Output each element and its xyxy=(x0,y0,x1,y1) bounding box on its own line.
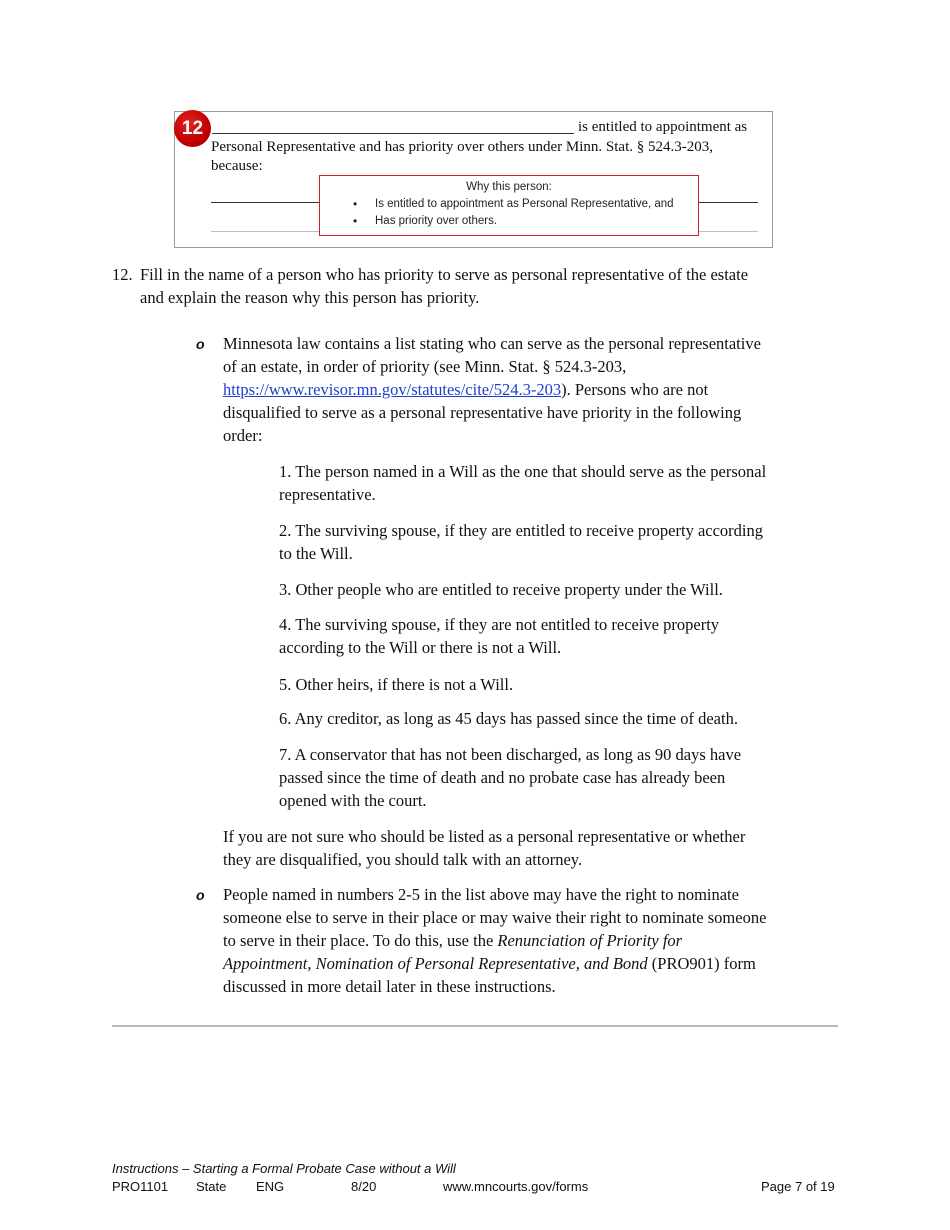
attorney-note-line2: they are disqualified, you should talk with an attorney. xyxy=(223,850,583,869)
footer-language: ENG xyxy=(256,1179,285,1194)
form-line2-text: Personal Representative and has priority over others under Minn. Stat. § 524.3-203, xyxy=(211,139,713,155)
priority-item-7-line3: opened with the court. xyxy=(279,791,427,810)
priority-item-7-line2: passed since the time of death and no probate case has already been xyxy=(279,768,726,787)
form-line1-text: is entitled to appointment as xyxy=(578,119,748,135)
callout-bullet-1: Is entitled to appointment as Personal Representative, and xyxy=(375,198,674,210)
name-blank-line xyxy=(212,133,574,134)
priority-item-4-line1: 4. The surviving spouse, if they are not entitled to receive property xyxy=(279,615,720,634)
footer-form-code: PRO1101 xyxy=(112,1179,169,1194)
footer-jurisdiction: State xyxy=(196,1179,227,1194)
bullet1-line3 xyxy=(223,378,708,401)
bullet2-line4 xyxy=(223,952,756,975)
priority-item-2-line2: to the Will. xyxy=(279,544,353,563)
priority-item-2-line1: 2. The surviving spouse, if they are entitled to receive property according xyxy=(279,521,763,540)
item-text-line1: Fill in the name of a person who has priority to serve as personal representative of the estate xyxy=(140,265,749,284)
attorney-note-line1: If you are not sure who should be listed as a personal representative or whether xyxy=(223,827,746,846)
bullet2-line3-prefix: to serve in their place. To do this, use the xyxy=(223,931,498,950)
bullet1-line3-suffix: ). Persons who are not xyxy=(561,380,709,399)
form-line3-text: because: xyxy=(211,158,263,174)
priority-item-5: 5. Other heirs, if there is not a Will. xyxy=(279,675,514,694)
footer-website: www.mncourts.gov/forms xyxy=(443,1179,589,1194)
bullet1-line1: Minnesota law contains a list stating who can serve as the personal representative xyxy=(223,334,761,353)
footer-page-number: Page 7 of 19 xyxy=(761,1179,835,1194)
reason-blank-line-right xyxy=(699,202,758,203)
bullet1-line2: of an estate, in order of priority (see Minn. Stat. § 524.3-203, xyxy=(223,357,627,376)
why-this-person-callout xyxy=(319,175,699,236)
section-divider xyxy=(112,1025,838,1027)
bullet2-line5: discussed in more detail later in these instructions. xyxy=(223,977,556,996)
reason-blank-line-left xyxy=(211,202,319,203)
bullet2-line1: People named in numbers 2-5 in the list above may have the right to nominate xyxy=(223,885,739,904)
hollow-bullet-icon: o xyxy=(196,887,205,903)
item-text-line2: and explain the reason why this person has priority. xyxy=(140,288,480,307)
bullet-dot-icon: • xyxy=(353,197,358,211)
priority-item-1-line2: representative. xyxy=(279,485,376,504)
bullet1-line4: disqualified to serve as a personal representative have priority in the following xyxy=(223,403,742,422)
bullet2-line3 xyxy=(223,929,682,952)
bullet1-line5: order: xyxy=(223,426,263,445)
hollow-bullet-icon: o xyxy=(196,336,205,352)
footer-revision: 8/20 xyxy=(351,1179,377,1194)
form-title-italic-part2: Appointment, Nomination of Personal Representative, and Bond xyxy=(223,954,648,973)
bullet2-line4-suffix: (PRO901) form xyxy=(647,954,756,973)
priority-item-1-line1: 1. The person named in a Will as the one that should serve as the personal xyxy=(279,462,767,481)
statute-link[interactable]: https://www.revisor.mn.gov/statutes/cite/524.3-203 xyxy=(223,380,562,399)
reason-blank-line-2-right xyxy=(699,231,758,232)
bullet-dot-icon: • xyxy=(353,214,358,228)
reason-blank-line-2-left xyxy=(211,231,319,232)
priority-item-7-line1: 7. A conservator that has not been discharged, as long as 90 days have xyxy=(279,745,742,764)
footer-title: Instructions – Starting a Formal Probate Case without a Will xyxy=(112,1161,456,1176)
callout-title: Why this person: xyxy=(466,181,552,193)
step-number-badge: 12 xyxy=(174,110,211,147)
priority-item-3: 3. Other people who are entitled to receive property under the Will. xyxy=(279,580,723,599)
bullet2-line2: someone else to serve in their place or may waive their right to nominate someone xyxy=(223,908,767,927)
callout-bullet-2: Has priority over others. xyxy=(375,215,498,227)
item-number: 12. xyxy=(112,265,133,284)
form-title-italic-part1: Renunciation of Priority for xyxy=(497,931,683,950)
priority-item-6: 6. Any creditor, as long as 45 days has passed since the time of death. xyxy=(279,709,738,728)
priority-item-4-line2: according to the Will or there is not a Will. xyxy=(279,638,562,657)
